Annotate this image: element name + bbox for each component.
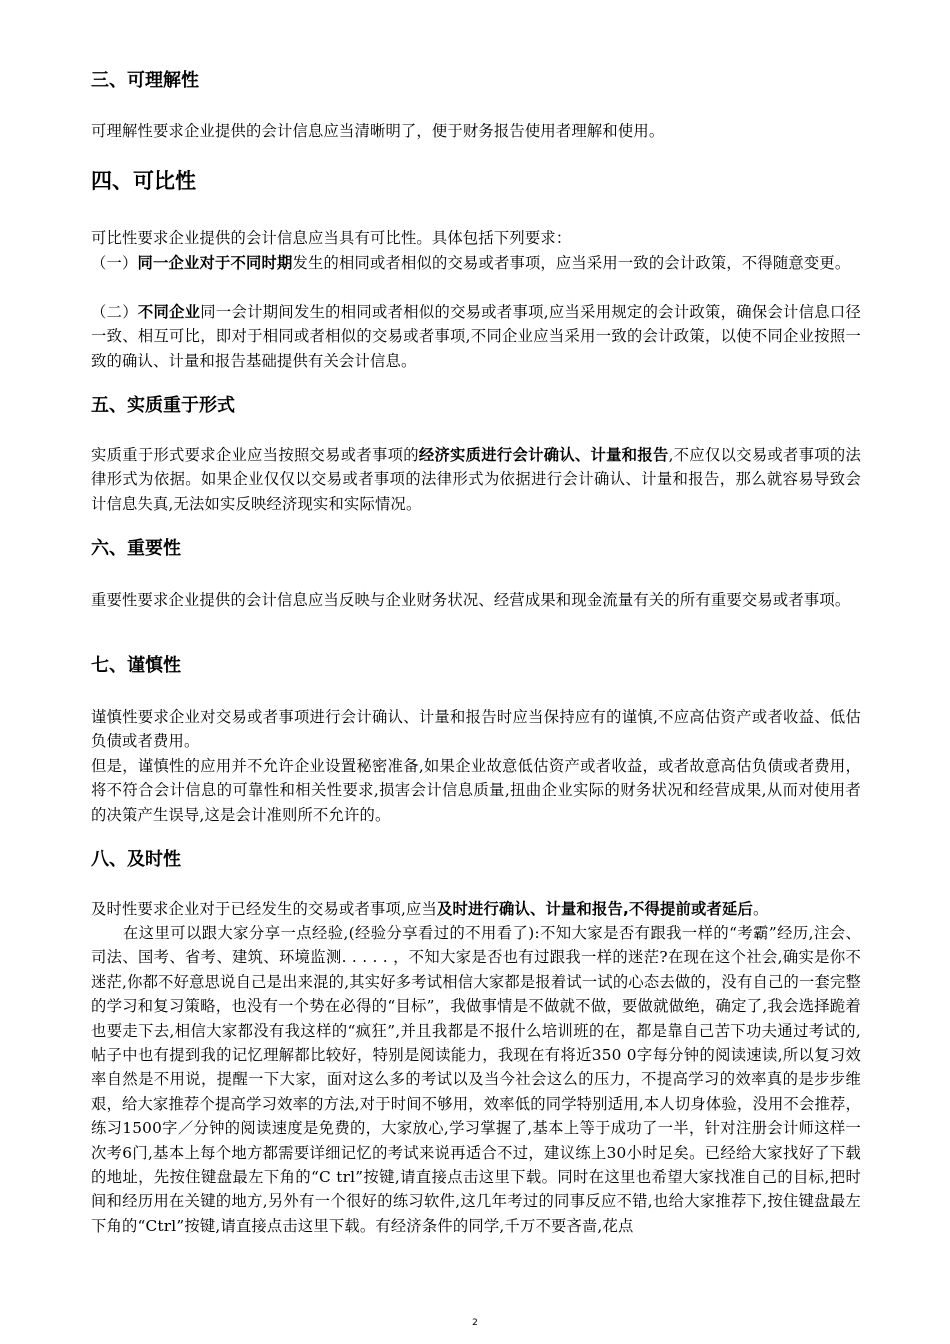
page-number: 2 [472, 1318, 478, 1328]
text-run: 。 [752, 900, 769, 918]
item-2-bold: 不同企业 [137, 303, 201, 321]
item-2-prefix: （二） [91, 303, 138, 321]
text-run: 实质重于形式要求企业应当按照交易或者事项的 [91, 446, 419, 464]
paragraph-timeliness [91, 897, 861, 921]
item-1-bold: 同一企业对于不同时期 [137, 254, 293, 272]
text-run: ,不应仅以交易或者事项的法律形式为依据。如果企业仅仅以交易或者事项的法律形式为依据进行会计确认、计量和报告，那么就容易导致会计信息失真,无法如实反映经济现实和实际情况。 [91, 446, 862, 513]
paragraph-substance-over-form [91, 443, 861, 516]
section-heading-comparability: 四、可比性 [91, 169, 196, 193]
paragraph-comprehensibility: 可理解性要求企业提供的会计信息应当清晰明了，便于财务报告使用者理解和使用。 [91, 122, 665, 140]
paragraph-materiality: 重要性要求企业提供的会计信息应当反映与企业财务状况、经营成果和现金流量有关的所有重要交易或者事项。 [91, 591, 851, 609]
item-1-rest: 发生的相同或者相似的交易或者事项，应当采用一致的会计政策，不得随意变更。 [292, 254, 851, 272]
section-heading-timeliness: 八、及时性 [91, 849, 181, 870]
paragraph-prudence-1: 谨慎性要求企业对交易或者事项进行会计确认、计量和报告时应当保持应有的谨慎,不应高估资产或者收益、低估负债或者费用。 [91, 708, 861, 751]
item-2-rest: 同一会计期间发生的相同或者相似的交易或者事项,应当采用规定的会计政策，确保会计信息口径一致、相互可比，即对于相同或者相似的交易或者事项,不同企业应当采用一致的会计政策，以使不同企业按照一致的确认、计量和报告基础提供有关会计信息。 [91, 303, 861, 370]
item-1-prefix: （一） [91, 254, 138, 272]
section-heading-comprehensibility: 三、可理解性 [91, 70, 199, 91]
section-heading-substance-over-form: 五、实质重于形式 [91, 395, 235, 416]
paragraph-comparability-item-1 [91, 251, 861, 275]
paragraph-comparability-item-2 [91, 300, 861, 373]
section-heading-materiality: 六、重要性 [91, 538, 181, 559]
paragraph-comparability-intro: 可比性要求企业提供的会计信息应当具有可比性。具体包括下列要求： [91, 229, 572, 247]
paragraph-experience-share: 在这里可以跟大家分享一点经验,(经验分享看过的不用看了):不知大家是否有跟我一样的“考霸”经历,注会、司法、国考、省考、建筑、环境监测. . . . . ，不知大家是否也有过跟我一样的迷茫?在现在这个社会,确实是你不迷茫,你都不好意思说自己是出来混的,其实好多考试相信大家都是报着试一试的心态去做的，没有自己的一套完整的学习和复习策略，也没有一个势在必得的“目标”，我做事情是不做就不做，要做就做绝，确定了,我会选择跪着也要走下去,相信大家都没有我这样的“疯狂”,并且我都是不报什么培训班的在，都是靠自己苦下功夫通过考试的,帖子中也有提到我的记忆理解都比较好，特别是阅读能力，我现在有将近350 0字每分钟的阅读速读,所以复习效率自然是不用说，提醒一下大家，面对这么多的考试以及当今社会这么的压力，不提高学习的效率真的是步步维艰，给大家推荐个提高学习效率的方法,对于时间不够用，效率低的同学特别适用,本人切身体验，没用不会推荐，练习1500字／分钟的阅读速度是免费的，大家放心,学习掌握了,基本上等于成功了一半，针对注册会计师这样一次考6门,基本上每个地方都需要详细记忆的考试来说再适合不过，建议练上30小时足矣。已经给大家找好了下载的地址，先按住键盘最左下角的“C trl”按键,请直接点击这里下载。同时在这里也希望大家找准自己的目标,把时间和经历用在关键的地方,另外有一个很好的练习软件,这几年考过的同事反应不错,也给大家推荐下,按住键盘最左下角的“Ctrl”按键,请直接点击这里下载。有经济条件的同学,千万不要吝啬,花点 [91, 924, 861, 1235]
text-run: 及时性要求企业对于已经发生的交易或者事项,应当 [91, 900, 437, 918]
bold-run: 经济实质进行会计确认、计量和报告 [418, 446, 669, 464]
bold-run: 及时进行确认、计量和报告,不得提前或者延后 [437, 900, 753, 918]
section-heading-prudence: 七、谨慎性 [91, 655, 181, 676]
paragraph-prudence-2: 但是，谨慎性的应用并不允许企业设置秘密准备,如果企业故意低估资产或者收益，或者故意高估负债或者费用，将不符合会计信息的可靠性和相关性要求,损害会计信息质量,扭曲企业实际的财务状况和经营成果,从而对使用者的决策产生误导,这是会计准则所不允许的。 [91, 757, 861, 824]
